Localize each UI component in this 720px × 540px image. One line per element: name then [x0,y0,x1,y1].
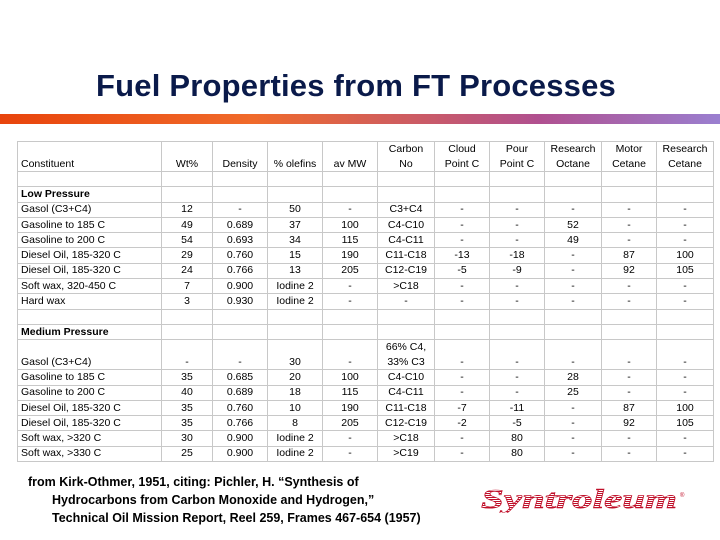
value-cell: - [657,385,714,400]
value-cell [323,309,378,324]
value-cell: - [602,233,657,248]
value-cell: - [545,416,602,431]
value-cell: Iodine 2 [268,294,323,309]
column-header [268,142,323,172]
column-header [435,142,490,172]
table-row [18,217,714,232]
logo-wordmark: Syntroleum [481,487,677,513]
value-cell: 40 [162,385,213,400]
citation-line: Hydrocarbons from Carbon Monoxide and Hydrogen,” [52,493,375,507]
value-cell [378,309,435,324]
value-cell: 100 [323,217,378,232]
value-cell: - [602,431,657,446]
value-cell [490,324,545,339]
value-cell: 92 [602,416,657,431]
table-header-row [18,142,714,172]
value-cell: 115 [323,385,378,400]
trademark-mark: ® [680,493,685,499]
column-header-line: Cetane [668,157,702,170]
row-label-cell: Gasol (C3+C4) [18,202,162,217]
value-cell: - [545,248,602,263]
value-cell [545,309,602,324]
table-row [18,248,714,263]
value-cell: - [657,340,714,370]
value-cell: 0.900 [213,279,268,294]
value-cell [435,324,490,339]
title-accent-bar [0,114,720,124]
column-header-line [165,143,209,157]
column-header [323,142,378,172]
row-label-cell: Soft wax, 320-450 C [18,279,162,294]
value-cell: - [602,370,657,385]
table-row [18,385,714,400]
value-cell [323,187,378,202]
value-cell: - [602,202,657,217]
value-cell [268,172,323,187]
column-header-line: No [399,157,413,170]
section-label: Low Pressure [18,187,162,202]
citation [28,473,421,527]
value-cell [602,172,657,187]
column-header-line: Octane [556,157,590,170]
column-header [18,142,162,172]
value-cell: - [323,294,378,309]
column-header [213,142,268,172]
row-label-cell: Gasol (C3+C4) [18,340,162,370]
value-cell: - [657,233,714,248]
value-cell: 30 [162,431,213,446]
row-label-cell: Gasoline to 200 C [18,233,162,248]
value-cell: - [602,446,657,461]
column-header [545,142,602,172]
value-cell: >C19 [378,446,435,461]
row-label-cell: Diesel Oil, 185-320 C [18,416,162,431]
table-row [18,340,714,370]
value-cell: - [545,340,602,370]
value-cell: - [657,446,714,461]
value-cell: - [657,370,714,385]
value-cell: -5 [435,263,490,278]
value-cell: 35 [162,416,213,431]
row-label-cell [18,172,162,187]
value-cell: 8 [268,416,323,431]
value-cell: - [490,279,545,294]
value-cell: -7 [435,400,490,415]
value-cell: C12-C19 [378,416,435,431]
value-cell: >C18 [378,279,435,294]
value-cell: - [657,294,714,309]
column-header-line: % olefins [273,157,317,170]
value-cell: - [602,279,657,294]
value-cell: - [435,370,490,385]
value-cell [378,172,435,187]
value-cell [657,187,714,202]
row-label-cell: Diesel Oil, 185-320 C [18,400,162,415]
section-header-row [18,187,714,202]
value-cell [323,172,378,187]
value-cell: 0.693 [213,233,268,248]
value-cell: 0.900 [213,446,268,461]
value-cell: - [657,217,714,232]
value-cell: - [490,340,545,370]
value-cell: 205 [323,263,378,278]
value-cell: - [435,431,490,446]
value-cell: 37 [268,217,323,232]
value-cell: - [490,233,545,248]
value-cell: C4-C10 [378,370,435,385]
table-row [18,416,714,431]
value-cell: - [378,294,435,309]
value-cell: 0.689 [213,385,268,400]
value-cell: Iodine 2 [268,446,323,461]
value-cell: 100 [657,248,714,263]
value-cell: -13 [435,248,490,263]
value-cell: - [323,446,378,461]
value-cell: - [162,340,213,370]
spacer-row [18,309,714,324]
row-label-cell: Soft wax, >320 C [18,431,162,446]
value-cell: 205 [323,416,378,431]
value-cell: 29 [162,248,213,263]
value-cell [162,172,213,187]
value-cell: - [490,202,545,217]
value-cell: 30 [268,340,323,370]
value-cell: - [545,279,602,294]
value-cell: 105 [657,416,714,431]
value-cell: - [323,340,378,370]
value-cell: 13 [268,263,323,278]
value-cell: Iodine 2 [268,431,323,446]
value-cell: C11-C18 [378,400,435,415]
value-cell: - [545,202,602,217]
value-cell: 0.689 [213,217,268,232]
value-cell [602,187,657,202]
row-label-cell: Gasoline to 200 C [18,385,162,400]
value-cell: - [490,385,545,400]
value-cell: - [435,217,490,232]
value-cell [323,324,378,339]
citation-line: from Kirk-Othmer, 1951, citing: Pichler, H. “Synthesis of [28,475,359,489]
value-cell [490,309,545,324]
value-cell: - [213,202,268,217]
value-cell: - [323,431,378,446]
value-cell: 92 [602,263,657,278]
value-cell: 87 [602,400,657,415]
value-cell: 190 [323,248,378,263]
value-cell [435,309,490,324]
value-cell [435,172,490,187]
value-cell [490,172,545,187]
column-header-line: Point C [444,157,480,170]
value-cell: 0.900 [213,431,268,446]
value-cell [545,324,602,339]
value-cell: - [657,202,714,217]
value-line: 33% C3 [387,355,425,368]
value-cell: 12 [162,202,213,217]
row-label-cell: Diesel Oil, 185-320 C [18,263,162,278]
value-cell: - [545,400,602,415]
column-header [162,142,213,172]
value-cell [602,324,657,339]
value-cell: 80 [490,431,545,446]
column-header-line: Motor [615,143,643,155]
value-cell: - [435,294,490,309]
value-cell: - [323,279,378,294]
value-cell [378,187,435,202]
value-cell: 0.760 [213,400,268,415]
value-cell [213,172,268,187]
value-cell: 0.766 [213,263,268,278]
value-cell: >C18 [378,431,435,446]
value-cell [162,324,213,339]
value-cell: - [602,217,657,232]
column-header-line: Pour [505,143,529,155]
value-cell: 54 [162,233,213,248]
fuel-properties-table [17,141,714,462]
value-cell: C11-C18 [378,248,435,263]
value-cell [657,172,714,187]
value-cell: 87 [602,248,657,263]
value-cell: - [490,217,545,232]
value-cell: - [545,431,602,446]
value-cell [213,187,268,202]
value-cell: 20 [268,370,323,385]
value-cell: 100 [657,400,714,415]
value-cell: - [435,233,490,248]
value-cell [435,187,490,202]
value-cell: 115 [323,233,378,248]
value-cell: - [435,446,490,461]
value-cell: 80 [490,446,545,461]
value-cell: C4-C11 [378,233,435,248]
value-cell [602,309,657,324]
row-label-cell: Hard wax [18,294,162,309]
value-cell: -5 [490,416,545,431]
value-cell: - [435,279,490,294]
value-cell: - [657,431,714,446]
value-cell: 15 [268,248,323,263]
column-header [378,142,435,172]
value-cell: 18 [268,385,323,400]
value-cell [545,187,602,202]
column-header-line: Constituent [21,157,75,170]
value-cell: - [490,370,545,385]
value-cell: 3 [162,294,213,309]
row-label-cell: Gasoline to 185 C [18,217,162,232]
column-header-line [21,143,158,157]
value-cell: - [435,385,490,400]
value-cell: 28 [545,370,602,385]
value-cell: 0.760 [213,248,268,263]
value-cell [213,324,268,339]
value-cell [213,309,268,324]
table-row [18,233,714,248]
row-label-cell: Diesel Oil, 185-320 C [18,248,162,263]
value-cell: C3+C4 [378,202,435,217]
table-row [18,202,714,217]
column-header-line: Research [662,143,708,155]
column-header-line [271,143,319,157]
value-cell: - [435,202,490,217]
value-cell: 25 [545,385,602,400]
value-cell: -2 [435,416,490,431]
value-cell [162,309,213,324]
table-row [18,446,714,461]
value-cell: 50 [268,202,323,217]
column-header-line [326,143,374,157]
table-row [18,294,714,309]
value-cell: 0.685 [213,370,268,385]
table-row [18,279,714,294]
value-cell: -11 [490,400,545,415]
column-header [602,142,657,172]
value-cell: Iodine 2 [268,279,323,294]
row-label-cell: Soft wax, >330 C [18,446,162,461]
value-cell: 52 [545,217,602,232]
value-cell: - [545,446,602,461]
value-cell: - [323,202,378,217]
value-cell: 35 [162,370,213,385]
syntroleum-logo [481,487,687,513]
value-cell: - [657,279,714,294]
column-header-line: Research [550,143,596,155]
row-label-cell: Gasoline to 185 C [18,370,162,385]
value-cell: 49 [545,233,602,248]
value-cell [268,309,323,324]
row-label-cell [18,309,162,324]
value-cell: 35 [162,400,213,415]
value-cell: 49 [162,217,213,232]
value-cell [378,324,435,339]
value-line: 66% C4, [385,341,427,354]
value-cell [268,324,323,339]
value-cell: - [602,294,657,309]
value-cell: - [435,340,490,370]
value-cell: 34 [268,233,323,248]
value-cell [490,187,545,202]
value-cell: 190 [323,400,378,415]
value-cell: C12-C19 [378,263,435,278]
column-header-line: Cetane [612,157,646,170]
section-label: Medium Pressure [18,324,162,339]
value-cell: C4-C11 [378,385,435,400]
value-cell [545,172,602,187]
column-header [657,142,714,172]
section-header-row [18,324,714,339]
value-cell: - [602,385,657,400]
page-title: Fuel Properties from FT Processes [96,68,616,103]
value-cell [268,187,323,202]
value-cell: - [490,294,545,309]
value-cell: C4-C10 [378,217,435,232]
column-header-line: av MW [333,157,367,170]
value-cell [657,309,714,324]
value-cell: - [213,340,268,370]
column-header-line: Wt% [175,157,199,170]
table-row [18,370,714,385]
column-header-line: Carbon [388,143,424,155]
table-row [18,431,714,446]
value-cell: 0.930 [213,294,268,309]
column-header-line: Cloud [448,143,476,155]
value-cell: - [545,263,602,278]
value-cell [162,187,213,202]
column-header-line: Point C [499,157,535,170]
value-cell: 24 [162,263,213,278]
table-row [18,263,714,278]
table-row [18,400,714,415]
value-cell: 7 [162,279,213,294]
value-cell: -18 [490,248,545,263]
value-cell [657,324,714,339]
value-cell [378,340,435,370]
column-header [490,142,545,172]
value-cell: 100 [323,370,378,385]
value-cell: - [602,340,657,370]
value-cell: 10 [268,400,323,415]
citation-line: Technical Oil Mission Report, Reel 259, Frames 467-654 (1957) [52,511,421,525]
value-cell: -9 [490,263,545,278]
value-cell: 0.766 [213,416,268,431]
column-header-line [216,143,264,157]
value-cell: - [545,294,602,309]
value-cell: 105 [657,263,714,278]
column-header-line: Density [222,157,258,170]
value-cell: 25 [162,446,213,461]
spacer-row [18,172,714,187]
